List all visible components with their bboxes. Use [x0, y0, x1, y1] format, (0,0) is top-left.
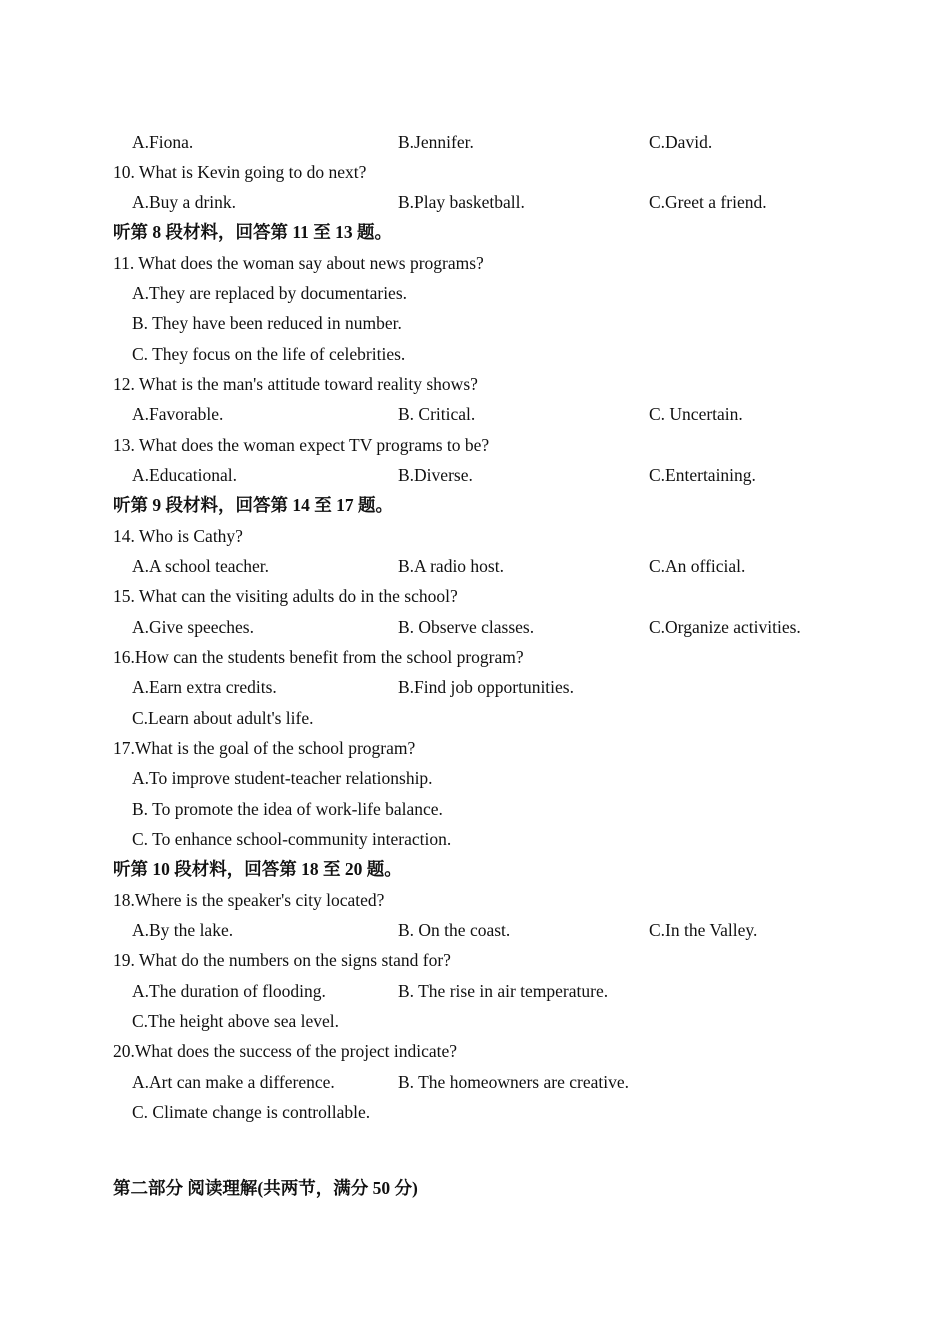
- q12-option-b: B. Critical.: [398, 404, 476, 424]
- q17-option-b: B. To promote the idea of work-life balance.: [132, 799, 443, 819]
- q19-option-c: C.The height above sea level.: [132, 1011, 340, 1031]
- q16-option-a: A.Earn extra credits.: [132, 677, 277, 697]
- q13-option-a: A.Educational.: [132, 465, 237, 485]
- q11-option-b: B. They have been reduced in number.: [132, 313, 402, 333]
- q20-option-a: A.Art can make a difference.: [132, 1072, 335, 1092]
- question-14: 14. Who is Cathy?: [113, 526, 243, 546]
- q14-option-b: B.A radio host.: [398, 556, 504, 576]
- q20-option-b: B. The homeowners are creative.: [398, 1072, 629, 1092]
- q19-option-a: A.The duration of flooding.: [132, 981, 326, 1001]
- section-heading-9: 听第 9 段材料，回答第 14 至 17 题。: [113, 495, 393, 515]
- q15-option-b: B. Observe classes.: [398, 617, 535, 637]
- question-16: 16.How can the students benefit from the school program?: [113, 647, 524, 667]
- q15-option-a: A.Give speeches.: [132, 617, 254, 637]
- q16-option-c: C.Learn about adult's life.: [132, 708, 314, 728]
- part-two-heading: 第二部分 阅读理解(共两节，满分 50 分): [113, 1178, 418, 1198]
- question-11: 11. What does the woman say about news programs?: [113, 253, 484, 273]
- question-12: 12. What is the man's attitude toward reality shows?: [113, 374, 478, 394]
- q13-option-b: B.Diverse.: [398, 465, 473, 485]
- q12-option-c: C. Uncertain.: [649, 404, 743, 424]
- q10-option-a: A.Buy a drink.: [132, 192, 237, 212]
- question-18: 18.Where is the speaker's city located?: [113, 890, 385, 910]
- question-20: 20.What does the success of the project indicate?: [113, 1041, 458, 1061]
- q13-option-c: C.Entertaining.: [649, 465, 756, 485]
- q17-option-a: A.To improve student-teacher relationship.: [132, 768, 433, 788]
- q10-option-c: C.Greet a friend.: [649, 192, 767, 212]
- q9-option-a: A.Fiona.: [132, 132, 194, 152]
- section-heading-8: 听第 8 段材料，回答第 11 至 13 题。: [113, 222, 393, 242]
- q9-option-c: C.David.: [649, 132, 713, 152]
- q15-option-c: C.Organize activities.: [649, 617, 801, 637]
- q12-option-a: A.Favorable.: [132, 404, 224, 424]
- question-19: 19. What do the numbers on the signs stand for?: [113, 950, 451, 970]
- q18-option-a: A.By the lake.: [132, 920, 234, 940]
- q14-option-c: C.An official.: [649, 556, 746, 576]
- q20-option-c: C. Climate change is controllable.: [132, 1102, 371, 1122]
- q10-option-b: B.Play basketball.: [398, 192, 525, 212]
- q17-option-c: C. To enhance school-community interaction.: [132, 829, 452, 849]
- question-10: 10. What is Kevin going to do next?: [113, 162, 367, 182]
- question-13: 13. What does the woman expect TV programs to be?: [113, 435, 490, 455]
- q14-option-a: A.A school teacher.: [132, 556, 270, 576]
- q11-option-a: A.They are replaced by documentaries.: [132, 283, 408, 303]
- q19-option-b: B. The rise in air temperature.: [398, 981, 609, 1001]
- question-17: 17.What is the goal of the school program?: [113, 738, 416, 758]
- q16-option-b: B.Find job opportunities.: [398, 677, 574, 697]
- q11-option-c: C. They focus on the life of celebrities.: [132, 344, 406, 364]
- q18-option-c: C.In the Valley.: [649, 920, 758, 940]
- q18-option-b: B. On the coast.: [398, 920, 511, 940]
- section-heading-10: 听第 10 段材料，回答第 18 至 20 题。: [113, 859, 402, 879]
- question-15: 15. What can the visiting adults do in the school?: [113, 586, 458, 606]
- q9-option-b: B.Jennifer.: [398, 132, 474, 152]
